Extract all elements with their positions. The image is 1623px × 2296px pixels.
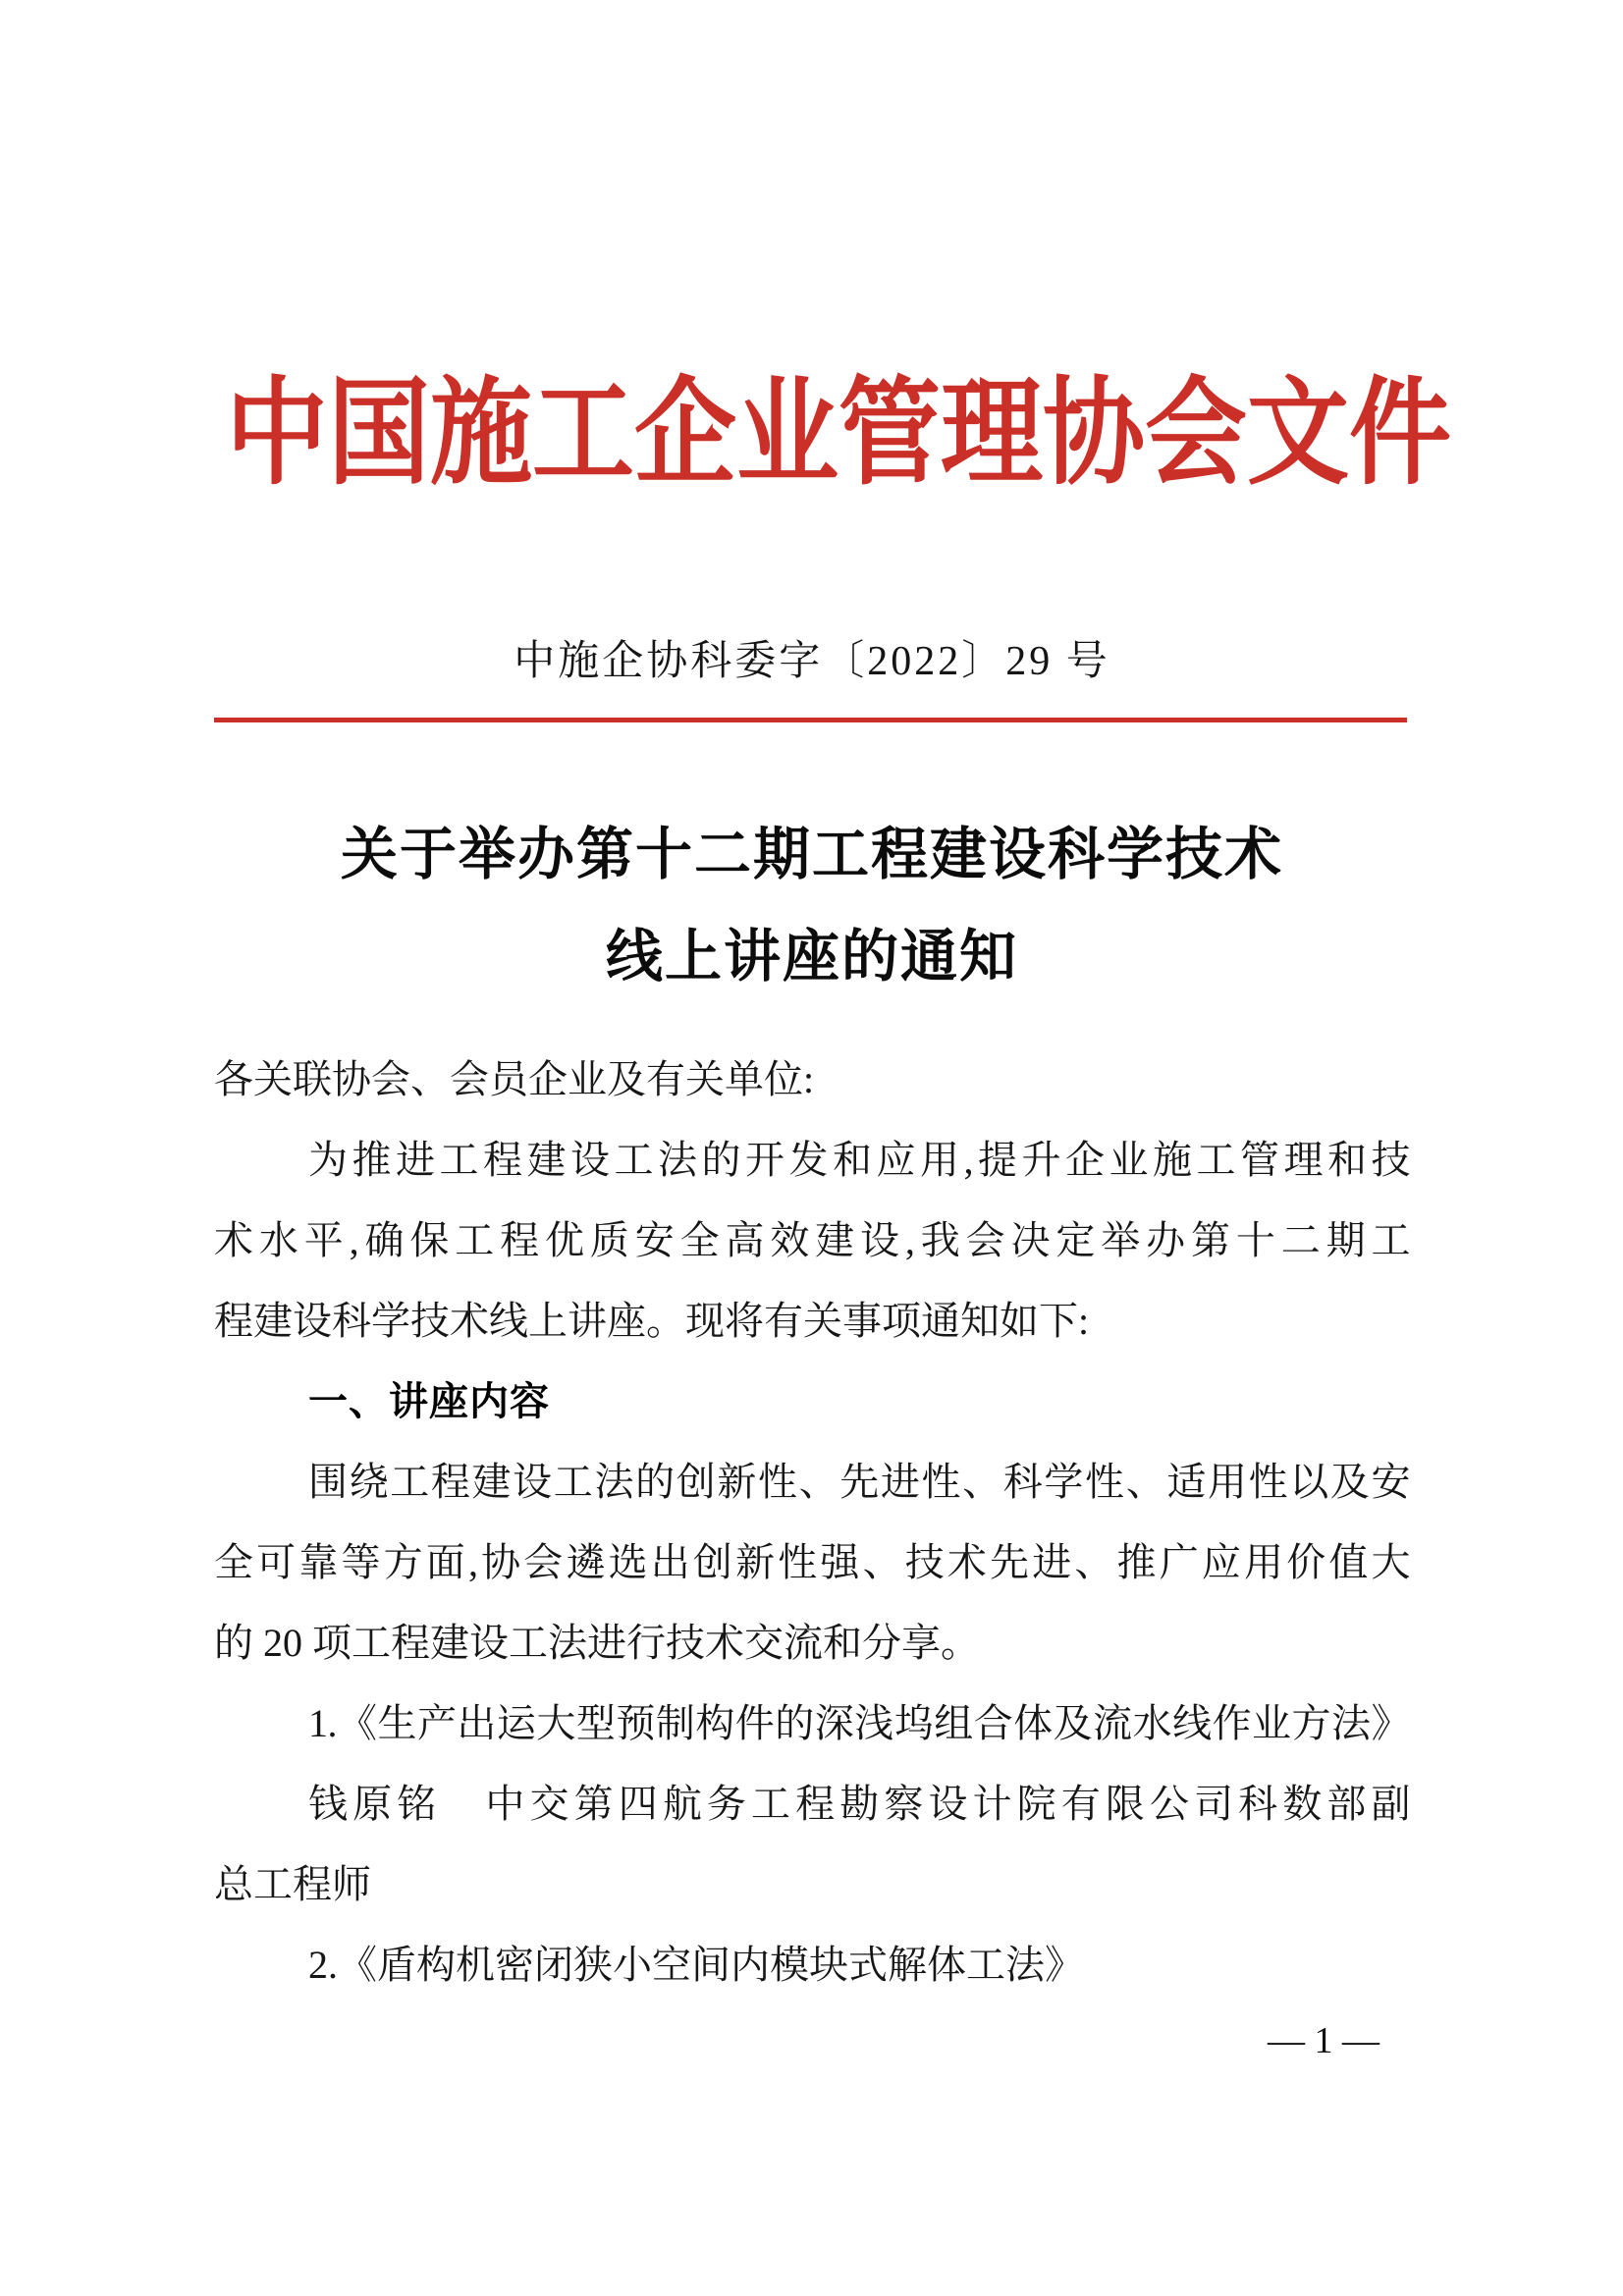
notice-title-line2: 线上讲座的通知 [605,925,1018,988]
salutation-line: 各关联协会、会员企业及有关单位: [214,1057,815,1101]
speaker-line-continued: 总工程师 [214,1862,371,1906]
page-number: — 1 — [1268,2020,1380,2061]
speaker-line: 钱原铭 中交第四航务工程勘察设计院有限公司科数部副 [308,1782,1410,1826]
body-line: 程建设科学技术线上讲座。现将有关事项通知如下: [214,1299,1090,1343]
body-line: 的 20 项工程建设工法进行技术交流和分享。 [214,1621,980,1665]
lecture-item-1: 1.《生产出运大型预制构件的深浅坞组合体及流水线作业方法》 [308,1701,1410,1745]
body-line: 围绕工程建设工法的创新性、先进性、科学性、适用性以及安 [308,1460,1410,1504]
document-number: 中施企协科委字〔2022〕29 号 [514,639,1110,684]
header-divider-line [214,718,1407,722]
notice-title-line1: 关于举办第十二期工程建设科学技术 [340,823,1283,886]
lecture-item-2: 2.《盾构机密闭狭小空间内模块式解体工法》 [308,1943,1084,1987]
body-line: 术水平,确保工程优质安全高效建设,我会决定举办第十二期工 [214,1218,1410,1262]
body-text [214,1040,1410,2005]
section-heading-lecture-content: 一、讲座内容 [308,1380,550,1423]
org-banner-title: 中国施工企业管理协会文件 [226,369,1452,499]
body-line: 全可靠等方面,协会遴选出创新性强、技术先进、推广应用价值大 [214,1540,1410,1584]
body-line: 为推进工程建设工法的开发和应用,提升企业施工管理和技 [308,1138,1410,1182]
notice-title [214,804,1410,1008]
